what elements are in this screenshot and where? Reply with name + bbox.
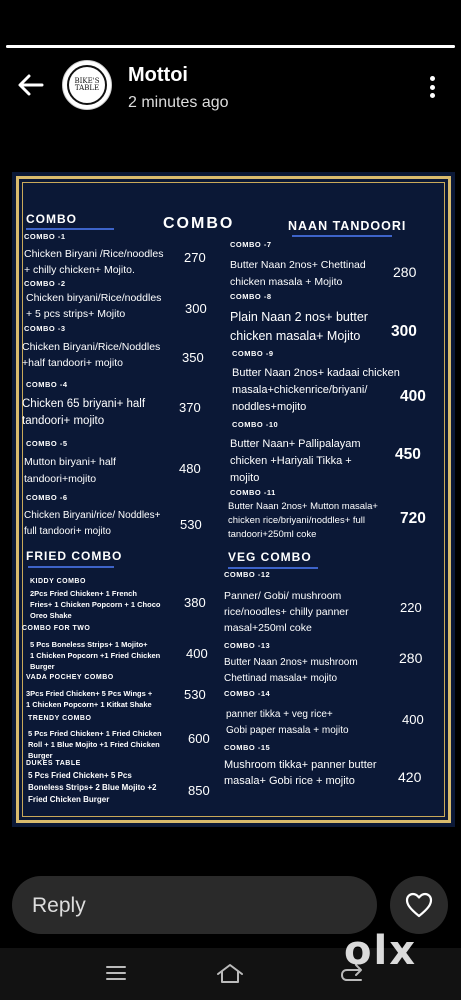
recents-button[interactable] [101, 958, 131, 988]
veg-combo-heading: VEG COMBO [228, 550, 312, 564]
back-button[interactable] [14, 68, 48, 102]
combo-heading-left: COMBO [26, 212, 77, 226]
story-progress-bar [6, 45, 455, 48]
combo-heading-center: COMBO [163, 215, 235, 232]
reply-placeholder: Reply [32, 894, 86, 917]
timestamp: 2 minutes ago [128, 94, 229, 111]
avatar-logo: BIKE'S TABLE [67, 65, 107, 105]
menu-image: COMBO COMBO NAAN TANDOORI COMBO -1 Chicken Biryani /Rice/noodles + chilly chicken+ Mojito. 270 COMBO -2 Chicken biryani/Rice/noddles + 5 pcs strips+ Mojito 300 COMBO -3 Chicken Biryani/Rice/Noddles +half tandoori+ mojito 350 COMBO -4 Chicken 65 briyani+ half tandoori+ mojito 370 COMBO -5 Mutton biryani+ half tandoori+mojito 480 COMBO -6 Chicken Biryani/rice/ Noddles+ full tandoori+ mojito 530 FRIED COMBO KIDDY COMBO 2Pcs Fried Chicken+ 1 French Fries+ 1 Chicken Popcorn + 1 Choco Oreo Shake 380 COMBO FOR TWO 5 Pcs Boneless Strips+ 1 Mojito+ 1 Chicken Popcorn +1 Fried Chicken Burger 400 VADA POCHEY COMBO 3Pcs Fried Chicken+ 5 Pcs Wings + 1 Chicken Popcorn+ 1 Kitkat Shake 530 TRENDY COMBO 5 Pcs Fried Chicken+ 1 Fried Chicken Roll + 1 Blue Mojito +1 Fried Chicken Burger 600 DUKES TABLE 5 Pcs Fried Chicken+ 5 Pcs Boneless Strips+ 2 Blue Mojito +2 Fried Chicken Burger 850 COMBO -7 Butter Naan 2nos+ Chettinad chicken masala + Mojito 280 COMBO -8 Plain Naan 2 nos+ butter chicken masala+ Mojito 300 COMBO -9 Butter Naan 2nos+ kadaai chicken masala+chickenrice/briyani/ noddles+mojito 400 COMBO -10 Butter Naan+ Pallipalayam chicken +Hariyali Tikka + mojito 450 COMBO -11 Butter Naan 2nos+ Mutton masala+ chicken rice/briyani/noddles+ full tandoori+250ml coke 720 VEG COMBO COMBO -12 Panner/ Gobi/ mushroom rice/noodles+ chilly panner masal+250ml coke 220 COMBO -13 Butter Naan 2nos+ mushroom Chettinad masala+ mojito 280 COMBO -14 panner tikka + veg rice+ Gobi paper masala + mojito 400 COMBO -15 Mushroom tikka+ panner butter masala+ Gobi rice + mojito 420 [12, 172, 455, 827]
heading-underline [26, 228, 114, 230]
heading-underline [28, 566, 114, 568]
naan-tandoori-heading: NAAN TANDOORI [288, 219, 407, 233]
olx-watermark: olx [344, 928, 417, 974]
vertical-dots-icon [430, 76, 435, 81]
more-options-button[interactable] [420, 72, 444, 102]
like-button[interactable] [390, 876, 448, 934]
story-header [0, 56, 461, 126]
fried-combo-heading: FRIED COMBO [26, 549, 123, 563]
username[interactable]: Mottoi [128, 64, 188, 86]
home-button[interactable] [215, 958, 245, 988]
heading-underline [228, 567, 318, 569]
heading-underline [292, 235, 392, 237]
story-progress-fill [6, 45, 455, 48]
avatar[interactable] [62, 60, 112, 110]
arrow-left-icon [14, 68, 48, 102]
home-icon [215, 962, 245, 984]
recents-icon [104, 963, 128, 983]
heart-icon [405, 892, 433, 918]
reply-input[interactable] [12, 876, 377, 934]
